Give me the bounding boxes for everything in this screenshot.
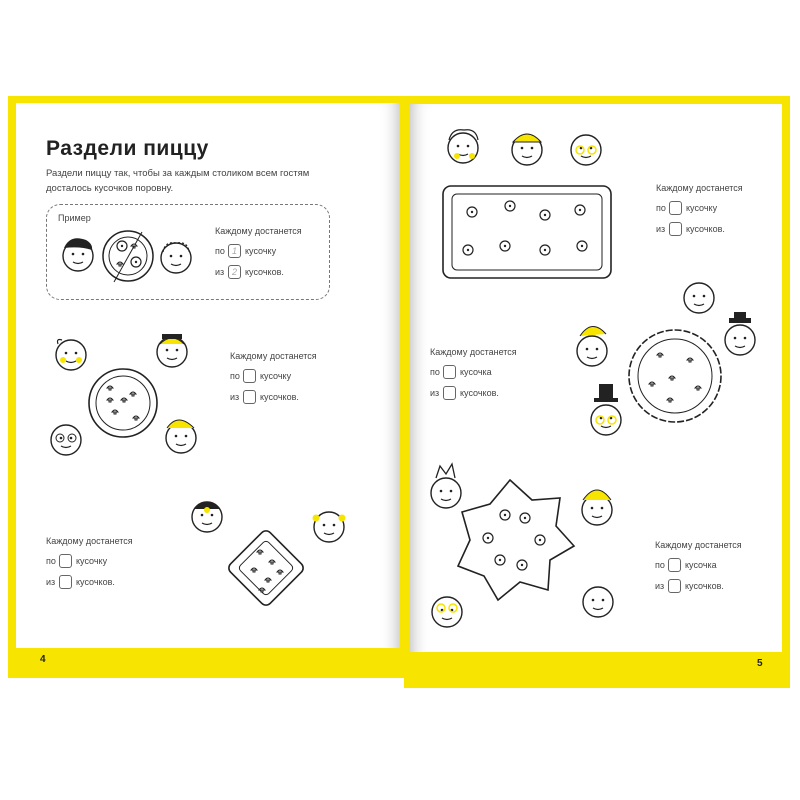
- answer-suffix: кусочков.: [245, 267, 284, 277]
- answer-heading: Каждому достанется: [46, 536, 133, 546]
- answer-heading: Каждому достанется: [230, 351, 317, 361]
- answer-block-left-1: [230, 350, 317, 404]
- answer-prefix: по: [430, 367, 440, 377]
- answer-prefix: по: [46, 556, 56, 566]
- answer-suffix: кусочка: [685, 560, 717, 570]
- answer-input-box[interactable]: [443, 386, 456, 400]
- instruction-line-1: Раздели пиццу так, чтобы за каждым столиком всем гостям: [46, 168, 310, 179]
- answer-block-right-2: [430, 346, 517, 400]
- page-number-tab-left: [16, 648, 400, 674]
- page-number-left: 4: [40, 654, 46, 665]
- answer-prefix: из: [230, 392, 240, 402]
- answer-prefix: по: [656, 203, 666, 213]
- page-number-right: 5: [757, 658, 763, 669]
- answer-input-box[interactable]: [668, 579, 681, 593]
- example-answer: [215, 225, 302, 279]
- answer-suffix: кусочку: [260, 371, 292, 381]
- instruction-text: [46, 166, 346, 196]
- answer-heading: Каждому достанется: [656, 183, 743, 193]
- answer-suffix: кусочку: [686, 203, 718, 213]
- answer-input-box[interactable]: [669, 201, 682, 215]
- page-title: Раздели пиццу: [46, 137, 209, 160]
- answer-heading: Каждому достанется: [430, 347, 517, 357]
- answer-input-box[interactable]: [59, 554, 72, 568]
- answer-prefix: по: [215, 246, 225, 256]
- answer-suffix: кусочку: [76, 556, 108, 566]
- instruction-line-2: досталось кусочков поровну.: [46, 183, 174, 194]
- answer-suffix: кусочков.: [460, 388, 499, 398]
- answer-input-box[interactable]: [243, 390, 256, 404]
- answer-suffix: кусочков.: [76, 577, 115, 587]
- answer-prefix: из: [46, 577, 56, 587]
- answer-block-left-2: [46, 535, 133, 589]
- page-number-tab-right: [410, 652, 782, 678]
- answer-prefix: из: [655, 581, 665, 591]
- answer-prefix: из: [430, 388, 440, 398]
- example-label: Пример: [58, 213, 91, 223]
- answer-suffix: кусочков.: [685, 581, 724, 591]
- answer-box-filled: 2: [228, 265, 241, 279]
- answer-box-filled: 1: [228, 244, 241, 258]
- answer-prefix: из: [215, 267, 225, 277]
- answer-input-box[interactable]: [669, 222, 682, 236]
- answer-prefix: по: [655, 560, 665, 570]
- answer-input-box[interactable]: [243, 369, 256, 383]
- answer-suffix: кусочков.: [686, 224, 725, 234]
- answer-prefix: по: [230, 371, 240, 381]
- answer-input-box[interactable]: [59, 575, 72, 589]
- answer-suffix: кусочку: [245, 246, 277, 256]
- answer-heading: Каждому достанется: [655, 540, 742, 550]
- answer-block-right-1: [656, 182, 743, 236]
- answer-block-right-3: [655, 539, 742, 593]
- answer-suffix: кусочков.: [260, 392, 299, 402]
- answer-input-box[interactable]: [668, 558, 681, 572]
- answer-suffix: кусочка: [460, 367, 492, 377]
- answer-heading: Каждому достанется: [215, 226, 302, 236]
- answer-input-box[interactable]: [443, 365, 456, 379]
- answer-prefix: из: [656, 224, 666, 234]
